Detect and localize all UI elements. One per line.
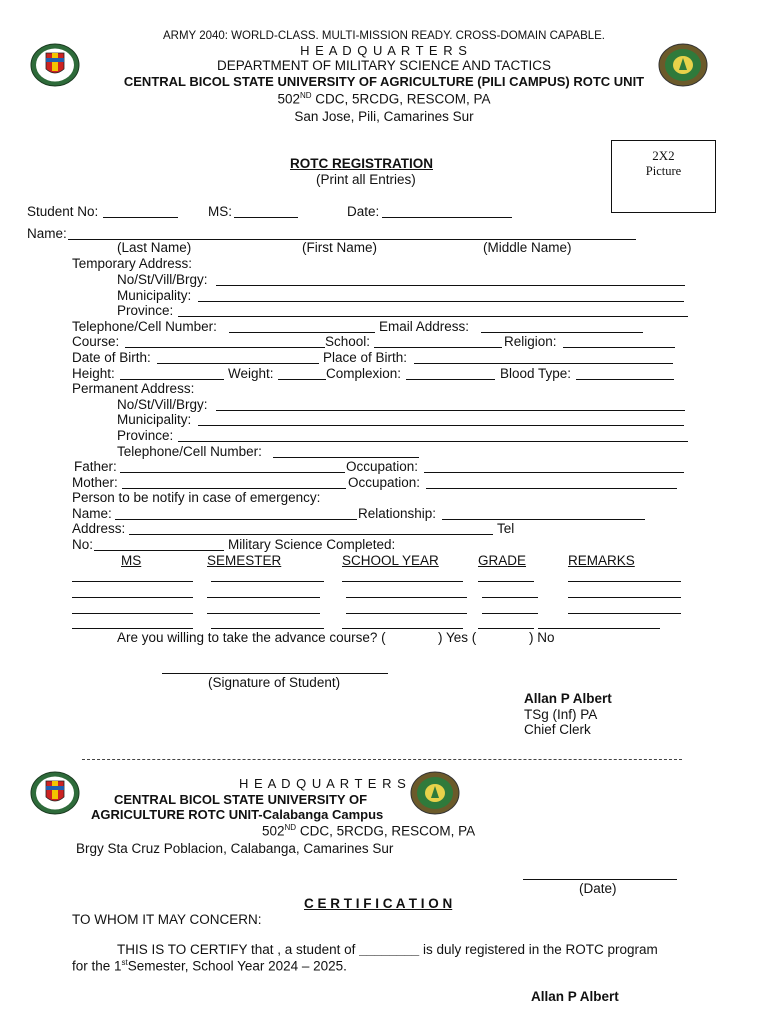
perm-street-label: No/St/Vill/Brgy: xyxy=(117,397,208,412)
row2-grade-field[interactable] xyxy=(482,597,538,598)
army-motto: ARMY 2040: WORLD-CLASS. MULTI-MISSION READY. CROSS-DOMAIN CAPABLE. xyxy=(163,30,605,42)
perm-province-label: Province: xyxy=(117,428,174,443)
row4-remarks-field[interactable] xyxy=(538,628,660,629)
telephone-field[interactable] xyxy=(229,332,375,333)
perm-municipality-label: Municipality: xyxy=(117,412,192,427)
father-occupation-label: Occupation: xyxy=(346,459,419,474)
location-line: San Jose, Pili, Camarines Sur xyxy=(294,109,474,124)
row3-remarks-field[interactable] xyxy=(568,613,681,614)
perm-telephone-label: Telephone/Cell Number: xyxy=(117,444,262,459)
cert-body-line2 xyxy=(72,959,347,973)
cert-date-field[interactable] xyxy=(523,879,677,880)
email-field[interactable] xyxy=(481,332,643,333)
dob-label: Date of Birth: xyxy=(72,350,151,365)
row4-semester-field[interactable] xyxy=(211,628,324,629)
school-field[interactable] xyxy=(374,347,502,348)
signature-line[interactable] xyxy=(162,673,388,674)
msc-label: Military Science Completed: xyxy=(228,537,396,552)
mother-occupation-field[interactable] xyxy=(426,488,677,489)
cert-to-whom: TO WHOM IT MAY CONCERN: xyxy=(72,912,262,927)
col-semester-header: SEMESTER xyxy=(207,553,282,568)
advance-no-option[interactable]: ) No xyxy=(529,630,555,645)
tel-label: Tel xyxy=(497,521,515,536)
relationship-label: Relationship: xyxy=(358,506,437,521)
row2-remarks-field[interactable] xyxy=(568,597,681,598)
cert-unit-line2: AGRICULTURE ROTC UNIT-Calabanga Campus xyxy=(91,807,384,822)
perm-province-field[interactable] xyxy=(178,441,688,442)
cdc-rest: CDC, 5RCDG, RESCOM, PA xyxy=(311,91,491,107)
mother-field[interactable] xyxy=(122,488,346,489)
tel-no-field[interactable] xyxy=(94,550,224,551)
cert-title: C E R T I F I C A T I O N xyxy=(304,896,453,911)
perm-municipality-field[interactable] xyxy=(198,425,684,426)
pob-field[interactable] xyxy=(414,363,673,364)
school-label: School: xyxy=(325,334,371,349)
perm-telephone-field[interactable] xyxy=(273,457,419,458)
row2-semester-field[interactable] xyxy=(207,597,320,598)
dob-field[interactable] xyxy=(157,363,319,364)
temp-province-field[interactable] xyxy=(178,316,688,317)
department-name: DEPARTMENT OF MILITARY SCIENCE AND TACTICS xyxy=(216,58,552,73)
relationship-field[interactable] xyxy=(442,519,645,520)
last-name-caption: (Last Name) xyxy=(117,240,192,255)
emergency-label: Person to be notify in case of emergency: xyxy=(72,490,321,505)
perm-address-label: Permanent Address: xyxy=(72,381,195,396)
cert-unit-line1: CENTRAL BICOL STATE UNIVERSITY OF xyxy=(114,792,368,807)
emergency-name-label: Name: xyxy=(72,506,112,521)
clerk-title: Chief Clerk xyxy=(524,722,591,737)
cert-cdc-rest: CDC, 5RCDG, RESCOM, PA xyxy=(296,823,476,839)
photo-label: Picture xyxy=(645,164,682,178)
row3-ms-field[interactable] xyxy=(72,613,193,614)
cert-body1-text-a: THIS IS TO CERTIFY that , a student of xyxy=(117,942,360,957)
first-name-caption: (First Name) xyxy=(302,240,377,255)
cert-location: Brgy Sta Cruz Poblacion, Calabanga, Camarines Sur xyxy=(76,841,394,856)
temp-address-label: Temporary Address: xyxy=(72,256,193,271)
photo-size: 2X2 xyxy=(652,148,675,163)
row3-year-field[interactable] xyxy=(346,613,467,614)
row1-year-field[interactable] xyxy=(342,581,463,582)
cdc-line xyxy=(0,92,768,106)
row2-ms-field[interactable] xyxy=(72,597,193,598)
cut-divider xyxy=(82,759,682,760)
col-school-year-header: SCHOOL YEAR xyxy=(342,553,439,568)
col-ms-header: MS xyxy=(121,553,142,568)
row1-remarks-field[interactable] xyxy=(568,581,681,582)
rotc-seal-icon xyxy=(658,43,708,87)
student-no-field[interactable] xyxy=(103,217,178,218)
height-label: Height: xyxy=(72,366,115,381)
row4-ms-field[interactable] xyxy=(72,628,193,629)
father-label: Father: xyxy=(74,459,117,474)
ms-label: MS: xyxy=(208,204,233,219)
clerk-name: Allan P Albert xyxy=(524,691,612,706)
row4-grade-field[interactable] xyxy=(478,628,534,629)
temp-province-label: Province: xyxy=(117,303,174,318)
blood-type-label: Blood Type: xyxy=(500,366,572,381)
emergency-address-field[interactable] xyxy=(129,534,493,535)
pob-label: Place of Birth: xyxy=(323,350,408,365)
row4-year-field[interactable] xyxy=(342,628,463,629)
form-subtitle: (Print all Entries) xyxy=(316,172,416,187)
religion-field[interactable] xyxy=(563,347,675,348)
date-label: Date: xyxy=(347,204,380,219)
photo-box[interactable] xyxy=(611,140,716,213)
advance-question: Are you willing to take the advance course? ( xyxy=(117,630,386,645)
temp-street-field[interactable] xyxy=(216,285,685,286)
rotc-seal-icon xyxy=(410,771,460,815)
row3-semester-field[interactable] xyxy=(207,613,320,614)
religion-label: Religion: xyxy=(504,334,557,349)
course-field[interactable] xyxy=(125,347,325,348)
tel-no-label: No: xyxy=(72,537,94,552)
cert-cdc-line xyxy=(262,824,475,838)
form-title: ROTC REGISTRATION xyxy=(290,156,433,171)
emergency-name-field[interactable] xyxy=(115,519,357,520)
temp-municipality-label: Municipality: xyxy=(117,288,192,303)
headquarters-heading: H E A D Q U A R T E R S xyxy=(300,43,468,58)
row1-semester-field[interactable] xyxy=(211,581,324,582)
cert-signer-name: Allan P Albert xyxy=(531,989,619,1004)
university-seal-icon xyxy=(30,43,80,87)
height-field[interactable] xyxy=(120,379,224,380)
cert-school-blank[interactable]: ________ xyxy=(359,942,420,957)
cert-body2-superscript: st xyxy=(121,958,128,967)
weight-label: Weight: xyxy=(228,366,274,381)
temp-street-label: No/St/Vill/Brgy: xyxy=(117,272,208,287)
emergency-address-label: Address: xyxy=(72,521,126,536)
cert-cdc-superscript: ND xyxy=(284,823,297,832)
father-occupation-field[interactable] xyxy=(424,472,684,473)
email-label: Email Address: xyxy=(379,319,470,334)
cdc-superscript: ND xyxy=(299,91,312,100)
student-no-label: Student No: xyxy=(27,204,99,219)
course-label: Course: xyxy=(72,334,120,349)
signature-caption: (Signature of Student) xyxy=(208,675,341,690)
clerk-rank: TSg (Inf) PA xyxy=(524,707,598,722)
cert-cdc-number: 502 xyxy=(262,823,285,839)
unit-name: CENTRAL BICOL STATE UNIVERSITY OF AGRICULTURE (PILI CAMPUS) ROTC UNIT xyxy=(123,74,645,89)
cert-date-caption: (Date) xyxy=(579,881,617,896)
weight-field[interactable] xyxy=(278,379,326,380)
col-remarks-header: REMARKS xyxy=(568,553,635,568)
row2-year-field[interactable] xyxy=(346,597,467,598)
row1-grade-field[interactable] xyxy=(478,581,534,582)
mother-occupation-label: Occupation: xyxy=(348,475,421,490)
father-field[interactable] xyxy=(120,472,345,473)
col-grade-header: GRADE xyxy=(478,553,527,568)
middle-name-caption: (Middle Name) xyxy=(483,240,572,255)
cert-body2-text-a: for the 1 xyxy=(72,958,122,974)
cert-body1-text-b: is duly registered in the ROTC program xyxy=(419,942,658,957)
cert-headquarters: H E A D Q U A R T E R S xyxy=(239,776,407,791)
cdc-number: 502 xyxy=(277,91,300,107)
perm-street-field[interactable] xyxy=(216,410,685,411)
row3-grade-field[interactable] xyxy=(482,613,538,614)
name-label: Name: xyxy=(27,226,67,241)
row1-ms-field[interactable] xyxy=(72,581,193,582)
ms-field[interactable] xyxy=(234,217,298,218)
blood-type-field[interactable] xyxy=(576,379,674,380)
advance-yes-option[interactable]: ) Yes ( xyxy=(438,630,477,645)
temp-municipality-field[interactable] xyxy=(198,301,684,302)
complexion-label: Complexion: xyxy=(326,366,402,381)
date-field[interactable] xyxy=(382,217,512,218)
telephone-label: Telephone/Cell Number: xyxy=(72,319,217,334)
university-seal-icon xyxy=(30,771,80,815)
cert-body2-text-b: Semester, School Year 2024 – 2025. xyxy=(127,958,347,974)
complexion-field[interactable] xyxy=(406,379,495,380)
cert-body-line1 xyxy=(117,943,658,957)
mother-label: Mother: xyxy=(72,475,118,490)
